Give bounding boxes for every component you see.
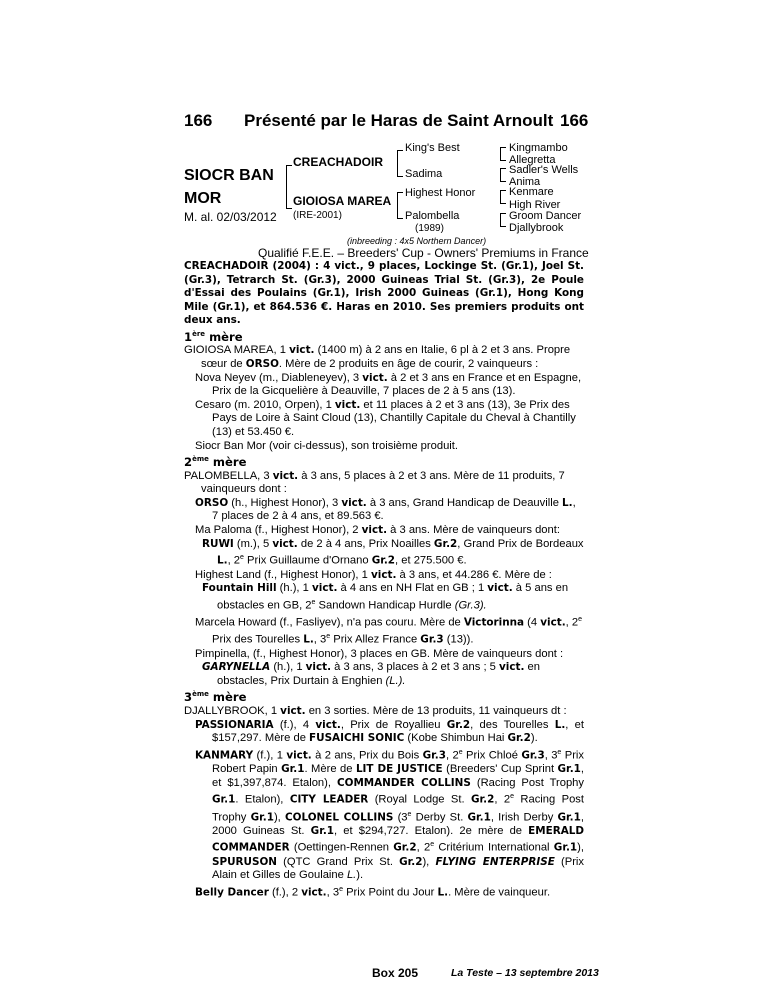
produce-entry: GARYNELLA (h.), 1 vict. à 3 ans, 3 places à 2 et 3 ans ; 5 vict. en obstacles, Prix Durtain à Enghien (L.).: [202, 661, 540, 687]
produce-entry: PASSIONARIA (f.), 4 vict., Prix de Royallieu Gr.2, des Tourelles L., et $157,297. Mère de FUSAICHI SONIC (Kobe Shimbun Hai Gr.2).: [195, 718, 584, 745]
pedigree-granddam-1: Sadima: [405, 168, 443, 180]
produce-entry: Siocr Ban Mor (voir ci-dessus), son troisième produit.: [195, 439, 458, 452]
pedigree-dam: GIOIOSA MAREA: [293, 194, 392, 208]
pedigree-ancestor: Allegretta: [509, 154, 556, 166]
pedigree-ancestor: Kenmare: [509, 186, 554, 198]
pedigree-bracket: [500, 213, 506, 227]
produce-entry: Pimpinella, (f., Highest Honor), 3 places en GB. Mère de vainqueurs dont :: [195, 647, 564, 660]
pedigree-ancestor: Djallybrook: [509, 222, 564, 234]
pedigree-bracket: [500, 190, 506, 204]
pedigree-ancestor: Anima: [509, 176, 541, 188]
produce-entry: Fountain Hill (h.), 1 vict. à 4 ans en NH Flat en GB ; 1 vict. à 5 ans en obstacles en GB, 2e Sandown Handicap Hurdle (Gr.3).: [202, 582, 569, 612]
section-heading-third-dam: 3ème mère: [184, 690, 247, 705]
produce-entry: Nova Neyev (m., Diableneyev), 3 vict. à 2 et 3 ans en France et en Espagne, Prix de la Gicquelière à Deauville, 7 places de 2 à 5 ans (13).: [195, 371, 582, 398]
pedigree-granddam-2: Palombella: [405, 210, 460, 222]
page-title: Présenté par le Haras de Saint Arnoult: [244, 111, 554, 130]
pedigree-ancestor: Kingmambo: [509, 142, 568, 154]
horse-name: SIOCR BAN MOR: [184, 167, 274, 207]
pedigree-grandsire-2: Highest Honor: [405, 187, 476, 199]
inbreeding-note: (inbreeding : 4x5 Northern Dancer): [347, 236, 487, 246]
pedigree-grandsire-1: King's Best: [405, 142, 460, 154]
produce-entry: Highest Land (f., Highest Honor), 1 vict. à 3 ans, et 44.286 €. Mère de :: [195, 568, 552, 581]
pedigree-dam-note: (IRE-2001): [293, 210, 342, 221]
produce-entry: Cesaro (m. 2010, Orpen), 1 vict. et 11 places à 2 et 3 ans (13), 3e Prix des Pays de Loire à Saint Cloud (13), Chantilly Capitale du Cheval à Chantilly (13) et 53.450 €.: [195, 398, 576, 438]
first-dam-paragraph: GIOIOSA MAREA, 1 vict. (1400 m) à 2 ans en Italie, 6 pl à 2 et 3 ans. Propre sœur de ORSO. Mère de 2 produits en âge de courir, 2 vainqueurs :: [184, 344, 571, 371]
page-number-right: 166: [560, 111, 589, 130]
produce-entry: KANMARY (f.), 1 vict. à 2 ans, Prix du Bois Gr.3, 2e Prix Chloé Gr.3, 3e Prix Robert Papin Gr.1. Mère de LIT DE JUSTICE (Breeders' Cup Sprint Gr.1, et $1,397,874. Etalon), COMMANDER COLLINS (Racing Post Trophy Gr.1. Etalon), CITY LEADER (Royal Lodge St. Gr.2, 2e Racing Post Trophy Gr.1), COLONEL COLLINS (3e Derby St. Gr.1, Irish Derby Gr.1, 2000 Guineas St. Gr.1, et $294,727. Etalon). 2e mère de EMERALD COMMANDER (Oettingen-Rennen Gr.2, 2e Critérium International Gr.1), SPURUSON (QTC Grand Prix St. Gr.2), FLYING ENTERPRISE (Prix Alain et Gilles de Goulaine L.).: [195, 748, 584, 882]
pedigree-bracket: [397, 150, 403, 177]
produce-entry: ORSO (h., Highest Honor), 3 vict. à 3 ans, Grand Handicap de Deauville L., 7 places de 2 à 4 ans, et 89.563 €.: [195, 496, 576, 523]
pedigree-bracket: [500, 168, 506, 182]
produce-entry: Marcela Howard (f., Fasliyev), n'a pas couru. Mère de Victorinna (4 vict., 2e Prix des Tourelles L., 3e Prix Allez France Gr.3 (13)).: [195, 616, 583, 647]
pedigree-bracket: [286, 165, 292, 209]
produce-entry: RUWI (m.), 5 vict. de 2 à 4 ans, Prix Noailles Gr.2, Grand Prix de Bordeaux L., 2e Prix Guillaume d'Ornano Gr.2, et 275.500 €.: [202, 537, 584, 567]
produce-entry: Belly Dancer (f.), 2 vict., 3e Prix Point du Jour L.. Mère de vainqueur.: [195, 885, 551, 899]
second-dam-paragraph: PALOMBELLA, 3 vict. à 3 ans, 5 places à 2 et 3 ans. Mère de 11 produits, 7 vainqueurs dont :: [184, 469, 565, 496]
third-dam-paragraph: DJALLYBROOK, 1 vict. en 3 sorties. Mère de 13 produits, 11 vainqueurs dt :: [184, 704, 567, 717]
pedigree-granddam-2-note: (1989): [415, 223, 444, 234]
sale-info: La Teste – 13 septembre 2013: [451, 967, 599, 979]
page-number-left: 166: [184, 111, 213, 130]
pedigree-ancestor: Sadler's Wells: [509, 164, 579, 176]
section-heading-first-dam: 1ère mère: [184, 329, 243, 344]
catalogue-body: [184, 260, 584, 900]
box-number: Box 205: [372, 966, 419, 980]
horse-birth: M. al. 02/03/2012: [184, 210, 277, 224]
pedigree-sire: CREACHADOIR: [293, 155, 383, 169]
pedigree-bracket: [397, 192, 403, 219]
pedigree-ancestor: High River: [509, 199, 561, 211]
section-heading-second-dam: 2ème mère: [184, 455, 247, 470]
produce-entry: Ma Paloma (f., Highest Honor), 2 vict. à 3 ans. Mère de vainqueurs dont:: [195, 524, 560, 536]
sire-paragraph: CREACHADOIR (2004) : 4 vict., 9 places, Lockinge St. (Gr.1), Joel St. (Gr.3), Tetrarch St. (Gr.3), 2000 Guineas Trial St. (Gr.3), 2e Poule d'Essai des Poulains (Gr.1), Irish 2000 Guineas (Gr.1), Hong Kong Mile (Gr.1), et 864.536 €. Haras en 2010. Ses premiers produits ont deux ans.: [184, 260, 584, 327]
pedigree-bracket: [500, 147, 506, 161]
pedigree-ancestor: Groom Dancer: [509, 210, 582, 222]
qualification-line: Qualifié F.E.E. – Breeders' Cup - Owners' Premiums in France: [258, 246, 589, 260]
